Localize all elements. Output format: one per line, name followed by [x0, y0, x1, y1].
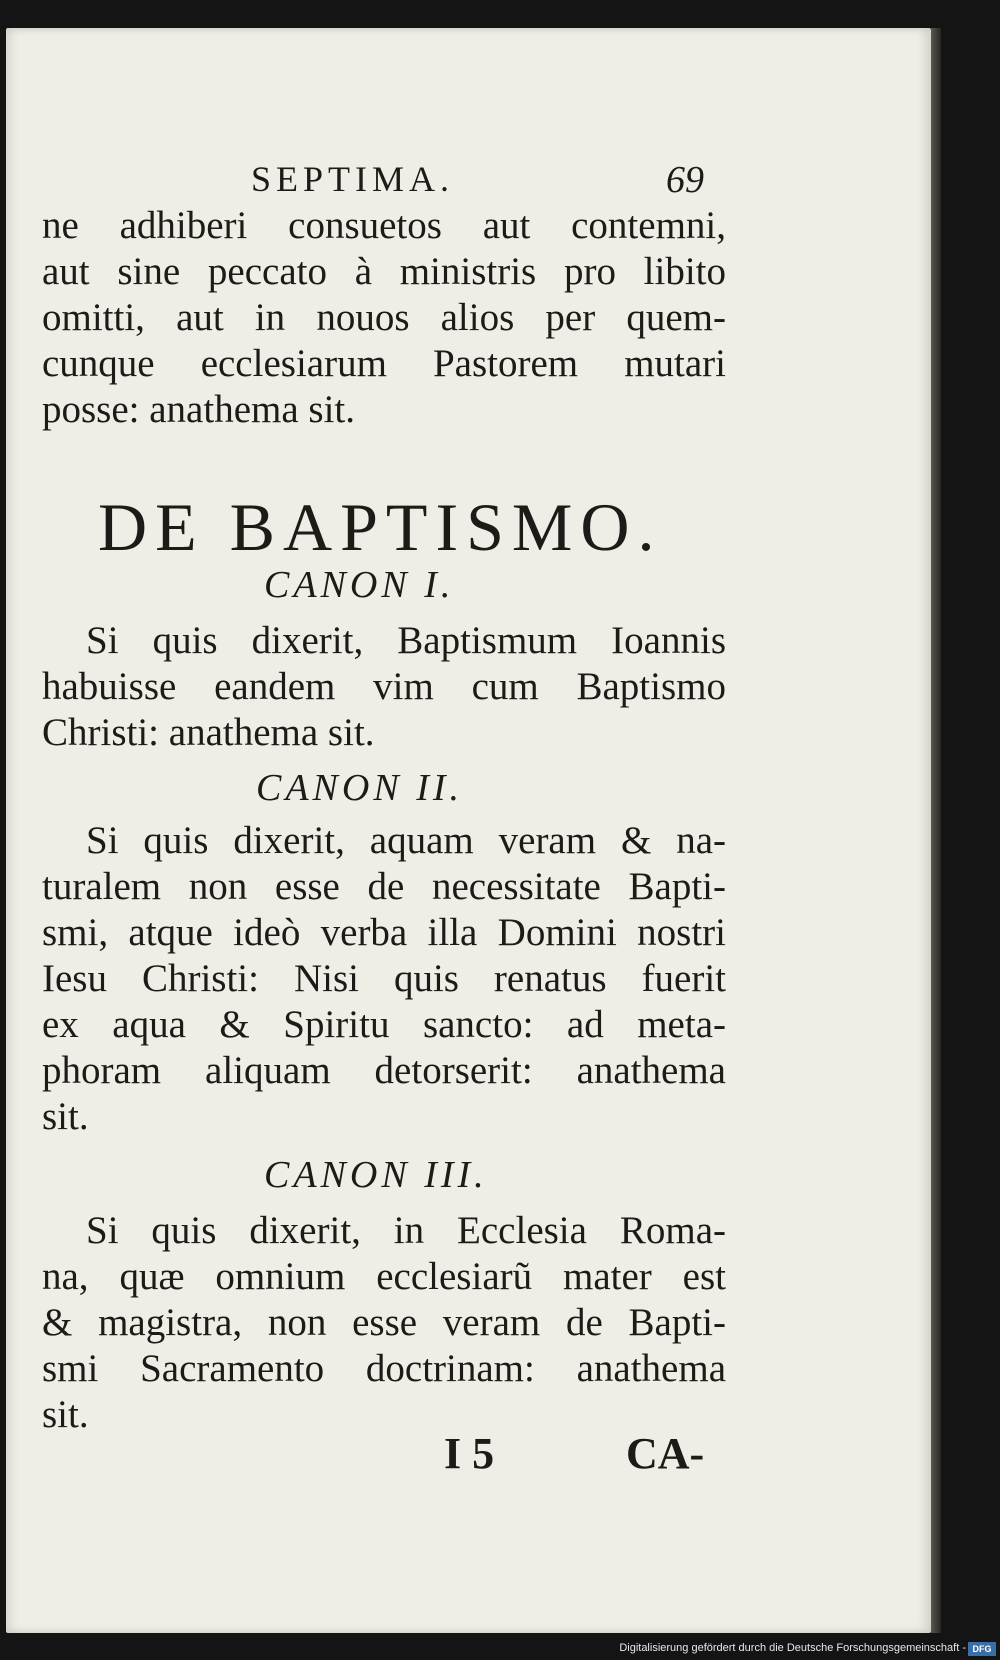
catchword: CA- — [626, 1429, 705, 1478]
text-line: na, quæ omnium ecclesiarũ mater est — [42, 1255, 726, 1298]
text-line: Christi: anathema sit. — [42, 711, 375, 754]
text-line: turalem non esse de necessitate Bapti- — [42, 865, 726, 908]
text-line: aut sine peccato à ministris pro libito — [42, 250, 726, 293]
digitization-note: Digitalisierung gefördert durch die Deutsche Forschungsgemeinschaft - — [619, 1642, 966, 1654]
running-head: SEPTIMA. — [251, 159, 455, 199]
dfg-logo-icon: DFG — [968, 1642, 996, 1656]
text-line: sit. — [42, 1095, 89, 1138]
text-line: cunque ecclesiarum Pastorem mutari — [42, 342, 726, 385]
book-spine-edge — [931, 28, 941, 1633]
canon-heading: CANON I. — [264, 564, 455, 606]
text-line: Iesu Christi: Nisi quis renatus fuerit — [42, 957, 726, 1000]
text-line: Si quis dixerit, aquam veram & na- — [86, 819, 726, 862]
canon-heading: CANON II. — [256, 767, 463, 809]
canon-heading: CANON III. — [264, 1154, 488, 1196]
text-line: sit. — [42, 1393, 89, 1436]
text-line: smi Sacramento doctrinam: anathema — [42, 1347, 726, 1390]
text-line: posse: anathema sit. — [42, 388, 356, 431]
page-text — [6, 28, 931, 1633]
book-page — [6, 28, 931, 1633]
text-line: ne adhiberi consuetos aut contemni, — [42, 204, 726, 247]
page-number: 69 — [666, 159, 704, 201]
text-line: Si quis dixerit, in Ecclesia Roma- — [86, 1209, 726, 1252]
text-line: & magistra, non esse veram de Bapti- — [42, 1301, 726, 1344]
text-line: ex aqua & Spiritu sancto: ad meta- — [42, 1003, 726, 1046]
signature-mark: I 5 — [444, 1429, 495, 1478]
text-line: Si quis dixerit, Baptismum Ioannis — [86, 619, 726, 662]
section-title: DE BAPTISMO. — [98, 489, 663, 565]
text-line: habuisse eandem vim cum Baptismo — [42, 665, 726, 708]
text-line: phoram aliquam detorserit: anathema — [42, 1049, 726, 1092]
text-line: omitti, aut in nouos alios per quem- — [42, 296, 726, 339]
text-line: smi, atque ideò verba illa Domini nostri — [42, 911, 726, 954]
